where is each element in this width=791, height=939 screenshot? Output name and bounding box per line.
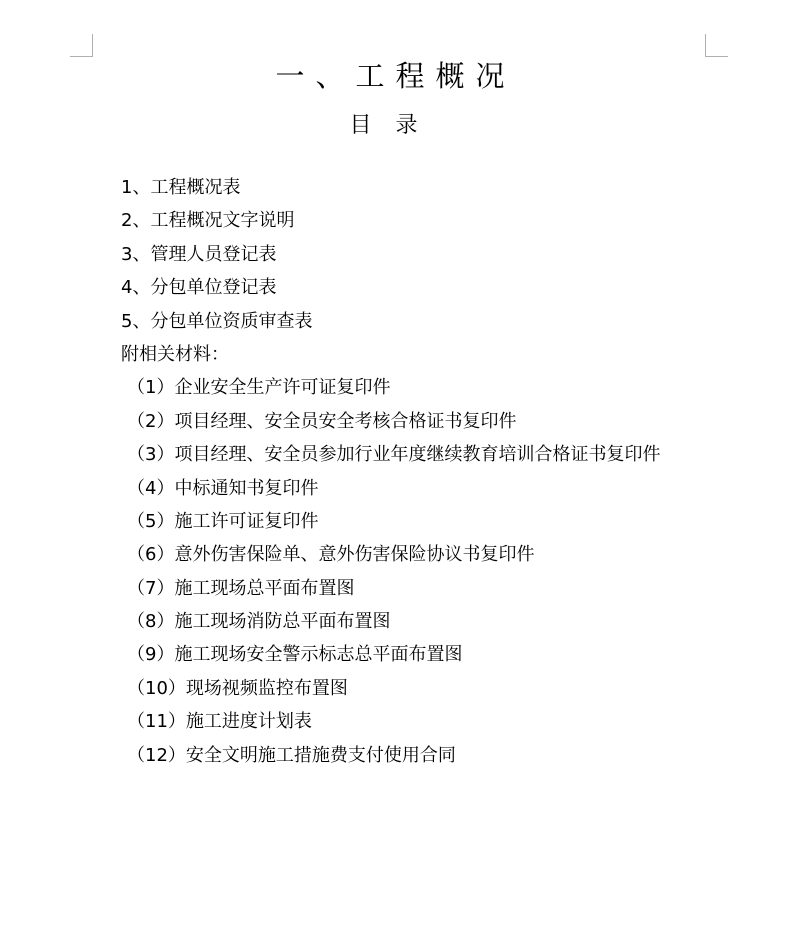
toc-item: （1）企业安全生产许可证复印件 [127, 377, 391, 399]
toc-item: 1、工程概况表 [121, 177, 241, 198]
page-title: 一、工程概况 [275, 59, 516, 93]
toc-item: （2）项目经理、安全员安全考核合格证书复印件 [127, 410, 517, 432]
toc-item: （9）施工现场安全警示标志总平面布置图 [127, 644, 463, 666]
toc-item: （12）安全文明施工措施费支付使用合同 [127, 744, 456, 766]
toc-item: （10）现场视频监控布置图 [127, 677, 348, 699]
toc-item: （4）中标通知书复印件 [127, 477, 319, 499]
toc-heading: 目录 [349, 113, 442, 138]
toc-item: （8）施工现场消防总平面布置图 [127, 611, 391, 633]
margin-corner-mark-top-right [705, 34, 728, 57]
toc-item: 2、工程概况文字说明 [121, 210, 295, 232]
toc-item: 附相关材料： [121, 343, 229, 365]
table-of-contents [121, 171, 761, 772]
toc-item: （6）意外伤害保险单、意外伤害保险协议书复印件 [127, 544, 535, 566]
toc-item: 4、分包单位登记表 [121, 277, 277, 299]
margin-corner-mark-top-left [70, 34, 93, 57]
toc-item: （7）施工现场总平面布置图 [127, 577, 355, 599]
toc-item: （3）项目经理、安全员参加行业年度继续教育培训合格证书复印件 [127, 444, 661, 466]
toc-item: （11）施工进度计划表 [127, 711, 312, 733]
toc-item: 5、分包单位资质审查表 [121, 310, 313, 332]
toc-item: 3、管理人员登记表 [121, 243, 277, 265]
toc-item: （5）施工许可证复印件 [127, 510, 319, 532]
